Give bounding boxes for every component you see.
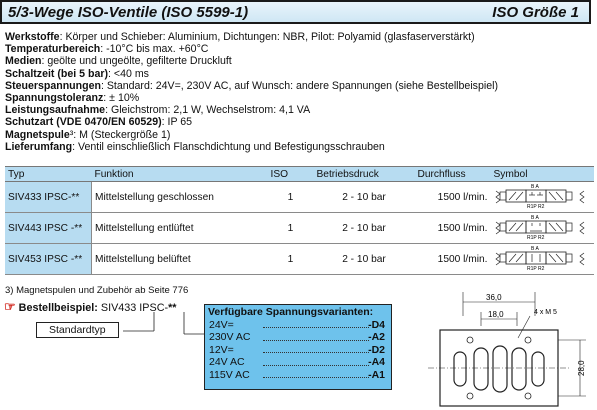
- variants-title: Verfügbare Spannungsvarianten:: [208, 306, 374, 318]
- cell-funktion: Mittelstellung belüftet: [92, 244, 268, 275]
- spec-line: Werkstoffe: Körper und Schieber: Aluminium, Dichtungen: NBR, Pilot: Polyamid (glasfaserverstärkt): [5, 31, 475, 43]
- column-header-typ: Typ: [5, 167, 92, 182]
- cell-iso: 1: [268, 244, 314, 275]
- variant-row: 230V AC -A2: [209, 331, 385, 344]
- spec-line: Lieferumfang: Ventil einschließlich Flanschdichtung und Befestigungsschrauben: [5, 140, 385, 153]
- variant-row: 24V= -D4: [209, 319, 385, 331]
- spec-line: Schaltzeit (bei 5 bar): <40 ms: [5, 67, 149, 80]
- column-header-iso: ISO: [268, 167, 314, 182]
- cell-druck: 2 - 10 bar: [314, 182, 415, 213]
- symbol-bottom-label: R1P R2: [526, 235, 544, 240]
- cell-funktion: Mittelstellung geschlossen: [92, 182, 268, 213]
- dim-height: 28,0: [577, 360, 586, 376]
- cell-durchfluss: 1500 l/min.: [415, 244, 491, 275]
- cell-durchfluss: 1500 l/min.: [415, 213, 491, 244]
- spec-line: Steuerspannungen: Standard: 24V=, 230V AC, auf Wunsch: andere Spannungen (siehe Bestellbeispiel): [5, 79, 498, 92]
- cell-durchfluss: 1500 l/min.: [415, 182, 491, 213]
- spec-line: Temperaturbereich: -10°C bis max. +60°C: [5, 43, 209, 56]
- spec-line: Schutzart (VDE 0470/EN 60529): IP 65: [5, 116, 193, 129]
- cell-iso: 1: [268, 182, 314, 213]
- symbol-bottom-label: R1P R2: [526, 204, 544, 209]
- voltage-variants-box: [204, 304, 392, 390]
- column-header-druck: Betriebsdruck: [314, 167, 415, 182]
- column-header-symbol: Symbol: [491, 167, 595, 182]
- pointing-hand-icon: ☞: [4, 299, 16, 314]
- variant-row: 12V= -D2: [209, 343, 385, 356]
- dimension-drawing: [408, 290, 593, 408]
- standard-type-box: Standardtyp: [36, 322, 119, 338]
- spec-line: Magnetspule³: M (Steckergröße 1): [5, 128, 171, 141]
- spec-line: Medien: geölte und ungeölte, gefilterte Druckluft: [5, 55, 232, 68]
- page-title: 5/3-Wege ISO-Ventile (ISO 5599-1): [8, 4, 249, 21]
- symbol-bottom-label: R1P R2: [526, 266, 544, 271]
- cell-funktion: Mittelstellung entlüftet: [92, 213, 268, 244]
- variant-row: 24V AC -A4: [209, 356, 385, 369]
- dim-width: 36,0: [486, 293, 502, 302]
- cell-typ: SIV453 IPSC -**: [5, 244, 92, 275]
- footnote: 3) Magnetspulen und Zubehör ab Seite 776: [5, 285, 189, 296]
- spec-line: Leistungsaufnahme: Gleichstrom: 2,1 W, Wechselstrom: 4,1 VA: [5, 104, 311, 117]
- order-stars: **: [168, 302, 177, 314]
- dim-pitch: 18,0: [488, 310, 504, 319]
- column-header-durchfluss: Durchfluss: [415, 167, 491, 182]
- iso-size-label: ISO Größe 1: [492, 4, 579, 21]
- symbol-top-label: B A: [530, 246, 539, 252]
- order-example-code: SIV433 IPSC-: [100, 302, 169, 314]
- cell-druck: 2 - 10 bar: [314, 213, 415, 244]
- variant-row: 115V AC -A1: [209, 368, 385, 381]
- column-header-funktion: Funktion: [92, 167, 268, 182]
- symbol-top-label: B A: [530, 215, 539, 221]
- symbol-top-label: B A: [530, 184, 539, 190]
- order-label: Bestellbeispiel:: [18, 302, 98, 314]
- cell-druck: 2 - 10 bar: [314, 244, 415, 275]
- spec-line: Spannungstoleranz: ± 10%: [5, 92, 140, 105]
- cell-typ: SIV433 IPSC-**: [5, 182, 92, 213]
- cell-iso: 1: [268, 213, 314, 244]
- dim-thread: 4 x M 5: [534, 309, 557, 316]
- cell-typ: SIV443 IPSC -**: [5, 213, 92, 244]
